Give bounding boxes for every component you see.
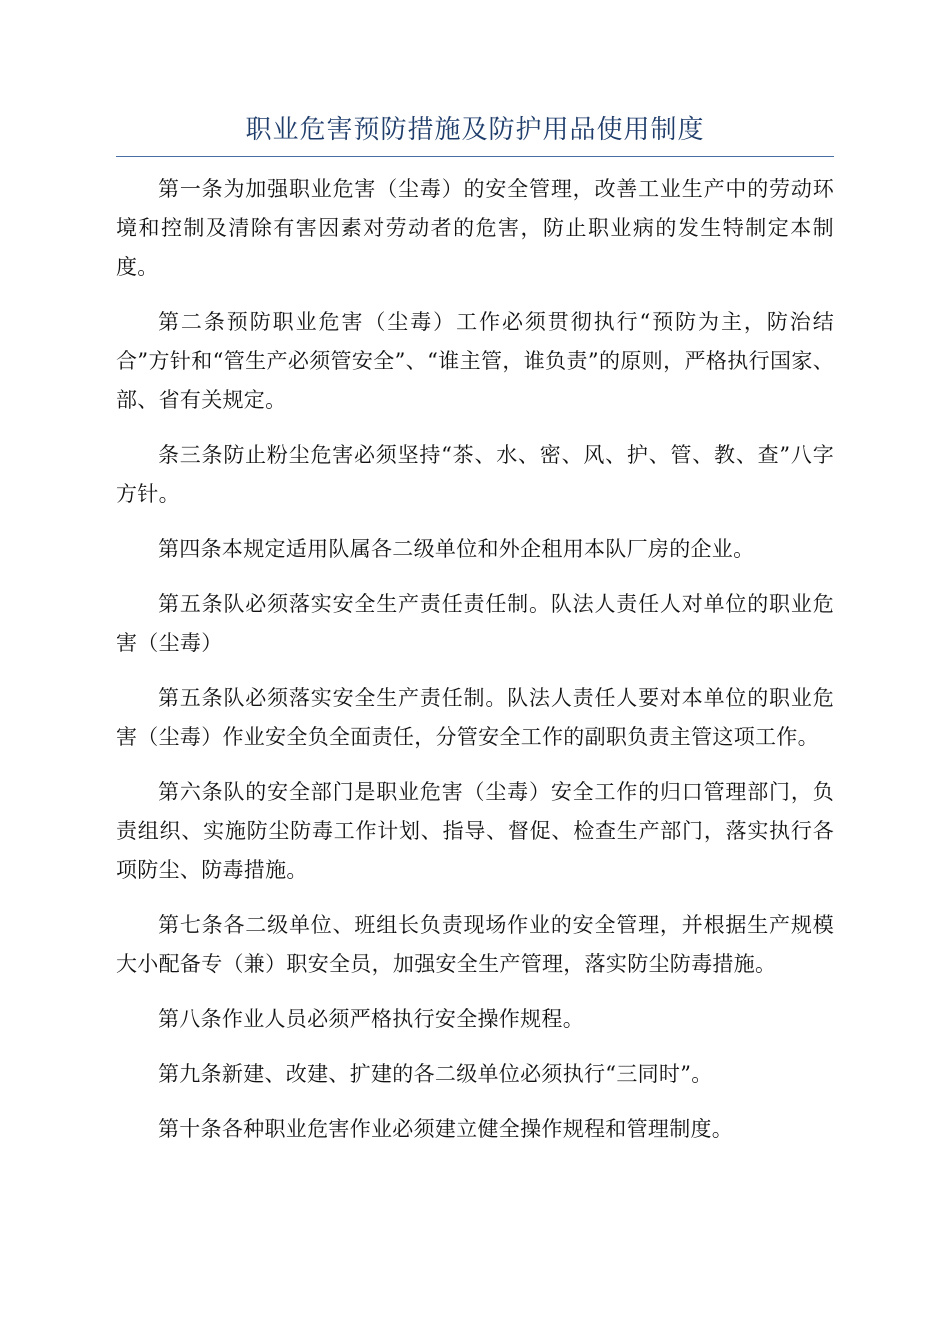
document-body [116, 170, 834, 1165]
article-1-paragraph: 第一条为加强职业危害（尘毒）的安全管理，改善工业生产中的劳动环境和控制及清除有害因素对劳动者的危害，防止职业病的发生特制定本制度。 [116, 177, 834, 279]
article-4-paragraph: 第四条本规定适用队属各二级单位和外企租用本队厂房的企业。 [158, 537, 755, 561]
article-8-paragraph: 第八条作业人员必须严格执行安全操作规程。 [158, 1007, 584, 1031]
title-block [116, 112, 834, 157]
article-5-paragraph-fragment: 第五条队必须落实安全生产责任责任制。队法人责任人对单位的职业危害（尘毒） [116, 592, 834, 655]
article-10-paragraph: 第十条各种职业危害作业必须建立健全操作规程和管理制度。 [158, 1117, 734, 1141]
document-title: 职业危害预防措施及防护用品使用制度 [245, 115, 705, 145]
article-3-paragraph: 条三条防止粉尘危害必须坚持“茶、水、密、风、护、管、教、查”八字方针。 [116, 443, 834, 506]
article-5-paragraph: 第五条队必须落实安全生产责任制。队法人责任人要对本单位的职业危害（尘毒）作业安全负全面责任，分管安全工作的副职负责主管这项工作。 [116, 686, 834, 749]
article-6-paragraph: 第六条队的安全部门是职业危害（尘毒）安全工作的归口管理部门，负责组织、实施防尘防毒工作计划、指导、督促、检查生产部门，落实执行各项防尘、防毒措施。 [116, 780, 834, 882]
article-7-paragraph: 第七条各二级单位、班组长负责现场作业的安全管理，并根据生产规模大小配备专（兼）职安全员，加强安全生产管理，落实防尘防毒措施。 [116, 913, 834, 976]
article-9-paragraph: 第九条新建、改建、扩建的各二级单位必须执行“三同时”。 [158, 1062, 713, 1086]
article-2-paragraph: 第二条预防职业危害（尘毒）工作必须贯彻执行“预防为主，防治结合”方针和“管生产必须管安全”、“谁主管，谁负责”的原则，严格执行国家、部、省有关规定。 [116, 310, 834, 412]
